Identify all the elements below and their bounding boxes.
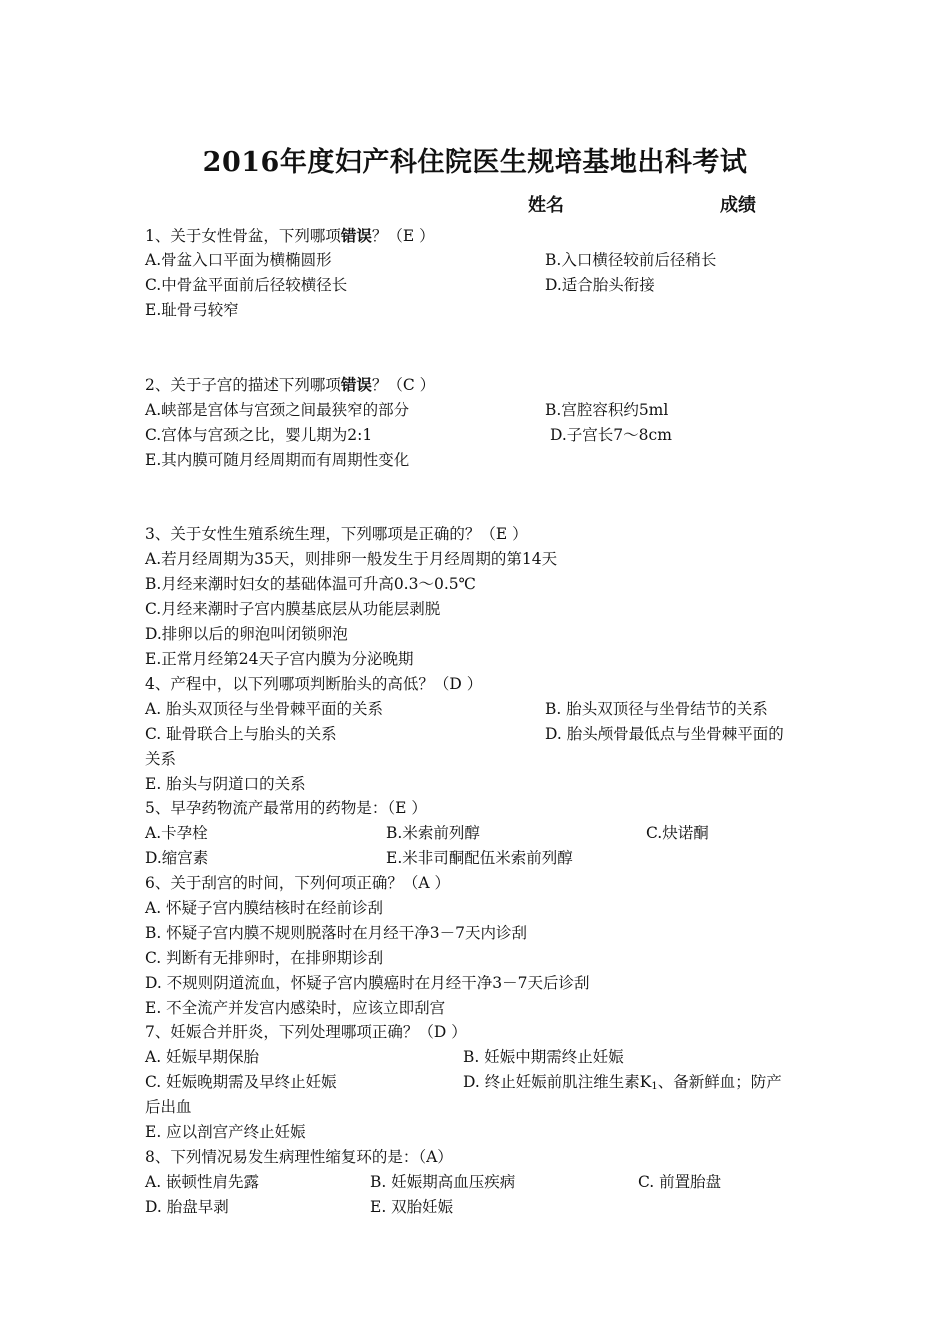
question-4-option-c: C. 耻骨联合上与胎头的关系 xyxy=(145,725,337,743)
question-8-option-d: D. 胎盘早剥 xyxy=(145,1198,229,1216)
question-1-option-e: E.耻骨弓较窄 xyxy=(145,301,239,319)
question-3-option-a: A.若月经周期为35天，则排卵一般发生于月经周期的第14天 xyxy=(145,550,558,568)
question-7-option-d-continued: 后出血 xyxy=(145,1098,192,1116)
score-label: 成绩 xyxy=(720,195,756,216)
question-7-option-b: B. 妊娠中期需终止妊娠 xyxy=(463,1048,624,1066)
question-7-stem: 7、妊娠合并肝炎，下列处理哪项正确？（D ） xyxy=(145,1023,467,1041)
question-6-option-e: E. 不全流产并发宫内感染时，应该立即刮宫 xyxy=(145,999,446,1017)
question-2-answer: ？（C ） xyxy=(371,376,436,394)
question-4-option-d: D. 胎头颅骨最低点与坐骨棘平面的 xyxy=(545,725,784,743)
question-2-option-a: A.峡部是宫体与宫颈之间最狭窄的部分 xyxy=(145,401,410,419)
exam-title: 2016年度妇产科住院医生规培基地出科考试 xyxy=(202,147,748,178)
question-2-emphasis: 错误 xyxy=(340,375,372,394)
question-2-option-c: C.宫体与宫颈之比，婴儿期为2:1 xyxy=(145,426,373,444)
question-3-stem: 3、关于女性生殖系统生理，下列哪项是正确的？（E ） xyxy=(145,525,528,543)
question-5-option-c: C.炔诺酮 xyxy=(646,824,709,842)
question-1-option-a: A.骨盆入口平面为横椭圆形 xyxy=(145,251,332,269)
question-6-option-b: B. 怀疑子宫内膜不规则脱落时在月经干净3－7天内诊刮 xyxy=(145,924,527,942)
question-2-stem-text: 2、关于子宫的描述下列哪项 xyxy=(145,376,341,394)
question-4-option-b: B. 胎头双顶径与坐骨结节的关系 xyxy=(545,700,768,718)
question-5-option-e: E.米非司酮配伍米索前列醇 xyxy=(386,849,573,867)
question-7-option-a: A. 妊娠早期保胎 xyxy=(145,1048,260,1066)
question-1-stem-text: 1、关于女性骨盆，下列哪项 xyxy=(145,227,341,245)
question-7-option-d-subscript: 1 xyxy=(651,1081,658,1092)
question-1-option-b: B.入口横径较前后径稍长 xyxy=(545,251,717,269)
question-8-option-e: E. 双胎妊娠 xyxy=(370,1198,454,1216)
question-4-option-e: E. 胎头与阴道口的关系 xyxy=(145,775,306,793)
question-3-option-c: C.月经来潮时子宫内膜基底层从功能层剥脱 xyxy=(145,600,441,618)
question-1-stem xyxy=(145,226,435,246)
question-2-option-d: D.子宫长7～8cm xyxy=(550,426,672,444)
question-1-emphasis: 错误 xyxy=(340,226,372,245)
question-8-option-a: A. 嵌顿性肩先露 xyxy=(145,1173,260,1191)
question-6-option-c: C. 判断有无排卵时，在排卵期诊刮 xyxy=(145,949,384,967)
question-3-option-e: E.正常月经第24天子宫内膜为分泌晚期 xyxy=(145,650,414,668)
question-7-option-e: E. 应以剖宫产终止妊娠 xyxy=(145,1123,306,1141)
question-3-option-b: B.月经来潮时妇女的基础体温可升高0.3～0.5℃ xyxy=(145,575,476,593)
question-4-option-a: A. 胎头双顶径与坐骨棘平面的关系 xyxy=(145,700,384,718)
question-2-option-b: B.宫腔容积约5ml xyxy=(545,401,669,419)
question-7-option-d xyxy=(463,1072,782,1097)
question-6-stem: 6、关于刮宫的时间，下列何项正确？（A ） xyxy=(145,874,450,892)
question-6-option-d: D. 不规则阴道流血，怀疑子宫内膜癌时在月经干净3－7天后诊刮 xyxy=(145,974,590,992)
question-8-option-b: B. 妊娠期高血压疾病 xyxy=(370,1173,516,1191)
question-5-option-a: A.卡孕栓 xyxy=(145,824,208,842)
question-2-option-e: E.其内膜可随月经周期而有周期性变化 xyxy=(145,451,410,469)
question-4-option-d-continued: 关系 xyxy=(145,750,177,768)
question-3-option-d: D.排卵以后的卵泡叫闭锁卵泡 xyxy=(145,625,348,643)
name-label: 姓名 xyxy=(528,195,564,216)
question-7-option-c: C. 妊娠晚期需及早终止妊娠 xyxy=(145,1073,337,1091)
question-2-stem xyxy=(145,375,435,395)
question-1-answer: ？（E ） xyxy=(371,227,435,245)
question-7-option-d-text-end: 、备新鲜血；防产 xyxy=(657,1073,782,1091)
question-1-option-d: D.适合胎头衔接 xyxy=(545,276,655,294)
question-5-stem: 5、早孕药物流产最常用的药物是：（E ） xyxy=(145,799,427,817)
question-5-option-b: B.米索前列醇 xyxy=(386,824,480,842)
question-6-option-a: A. 怀疑子宫内膜结核时在经前诊刮 xyxy=(145,899,384,917)
question-7-option-d-text: D. 终止妊娠前肌注维生素K xyxy=(463,1073,652,1091)
question-1-option-c: C.中骨盆平面前后径较横径长 xyxy=(145,276,348,294)
question-5-option-d: D.缩宫素 xyxy=(145,849,209,867)
question-8-option-c: C. 前置胎盘 xyxy=(638,1173,722,1191)
question-4-stem: 4、产程中，以下列哪项判断胎头的高低？（D ） xyxy=(145,675,483,693)
question-8-stem: 8、下列情况易发生病理性缩复环的是：（A） xyxy=(145,1148,453,1166)
